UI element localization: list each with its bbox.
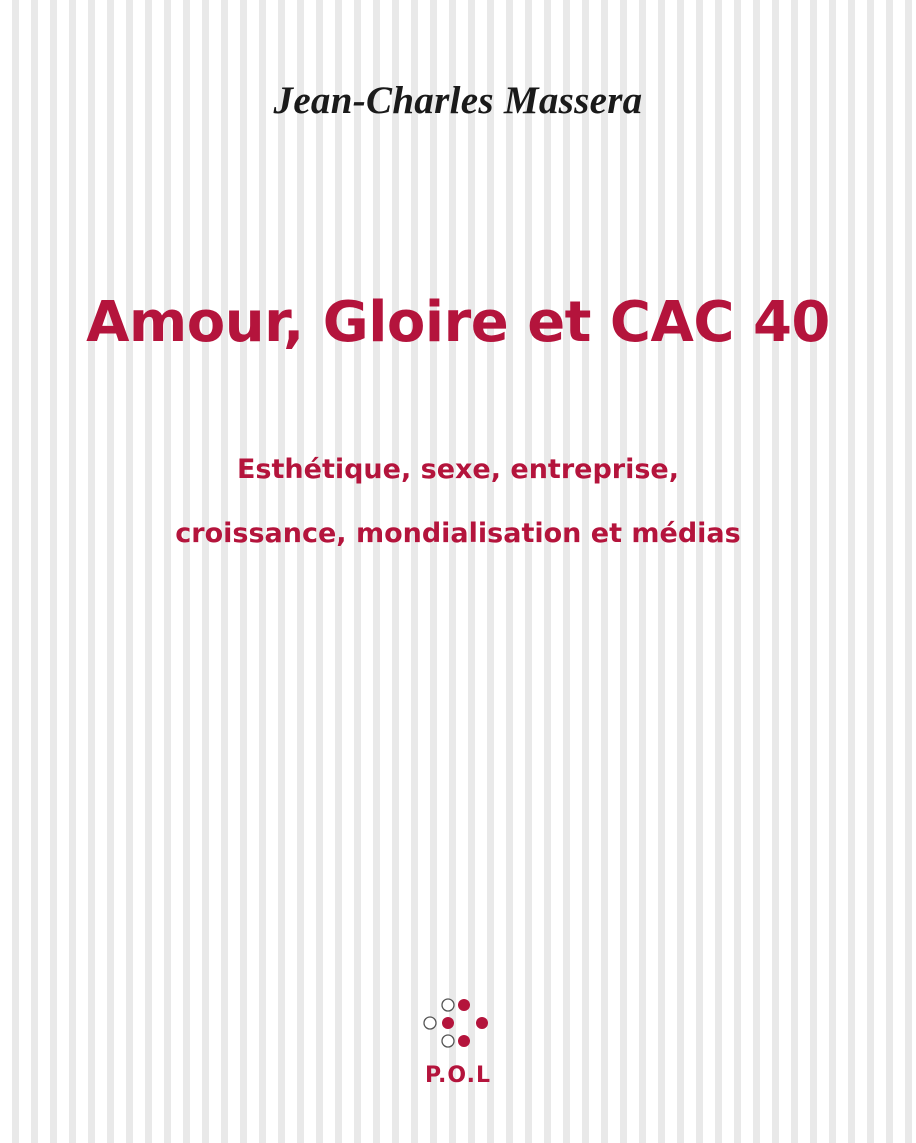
logo-dot-filled (458, 1035, 470, 1047)
logo-dot-filled (476, 1017, 488, 1029)
logo-dot-filled (442, 1017, 454, 1029)
logo-dot-outline (442, 1035, 454, 1047)
pol-dots-logo-icon (418, 996, 498, 1052)
publisher-imprint: P.O.L (424, 1063, 492, 1088)
book-title: Amour, Gloire et CAC 40 (86, 290, 830, 355)
logo-dot-outline (424, 1017, 436, 1029)
logo-dot-outline (442, 999, 454, 1011)
subtitle-line-2: croissance, mondialisation et médias (175, 518, 741, 549)
subtitle-line-1: Esthétique, sexe, entreprise, (236, 454, 679, 485)
author-name: Jean-Charles Massera (273, 79, 643, 122)
logo-dot-filled (458, 999, 470, 1011)
